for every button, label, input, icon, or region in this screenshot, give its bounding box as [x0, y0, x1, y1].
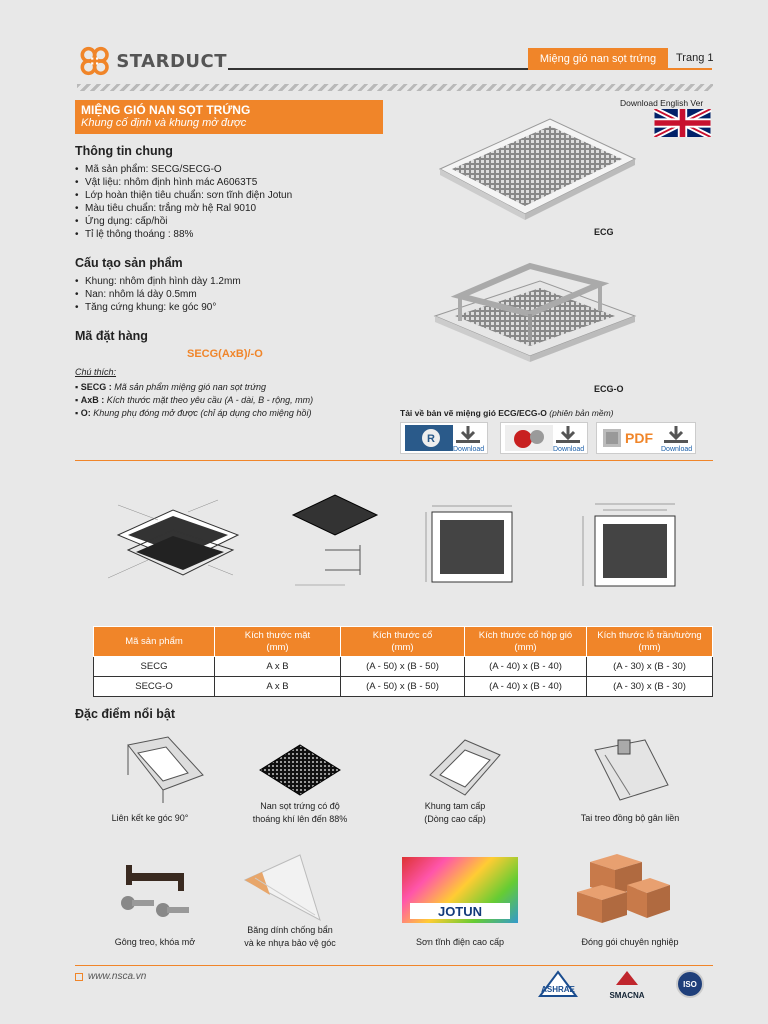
list-item: • Nan: nhôm lá dày 0.5mm — [75, 288, 241, 301]
revit-icon — [405, 425, 453, 451]
table-cell: (A - 40) x (B - 40) — [465, 657, 587, 677]
footer-rule — [75, 965, 713, 966]
feature-caption: Liên kết ke góc 90° — [111, 813, 189, 823]
note-text: Khung phụ đóng mở được (chỉ áp dụng cho miệng hồi) — [93, 408, 312, 418]
downloads-title-note: (phiên bản mềm) — [549, 408, 614, 418]
note-key: SECG : — [80, 382, 112, 392]
download-revit-button[interactable] — [400, 422, 488, 454]
general-heading: Thông tin chung — [75, 144, 173, 158]
grille-section-drawing — [285, 490, 385, 595]
note-line: ▪ AxB : Kích thước mặt theo yêu cầu (A - dài, B - rộng, mm) — [75, 395, 314, 405]
table-cell: (A - 40) x (B - 40) — [465, 677, 587, 697]
list-item: • Mã sản phẩm: SECG/SECG-O — [75, 163, 292, 176]
download-english-link[interactable]: Download English Ver — [620, 98, 704, 108]
table-cell: (A - 50) x (B - 50) — [341, 657, 465, 677]
egg-crate-image — [255, 740, 345, 800]
packaging-boxes-image — [572, 850, 672, 925]
download-icon — [453, 424, 483, 452]
jotun-logo: JOTUN — [410, 903, 510, 919]
order-code: SECG(AxB)/-O — [187, 348, 263, 360]
page-number: Trang 1 — [676, 52, 714, 64]
structure-heading: Cấu tạo sản phẩm — [75, 256, 183, 270]
note-title: Chú thích: — [75, 367, 117, 377]
structure-list — [75, 275, 241, 314]
table-header-row — [94, 627, 713, 657]
table-header: Kích thước cổ hộp gió (mm) — [465, 627, 587, 657]
iso-label: ISO — [683, 979, 697, 989]
page-subtitle: Khung cố định và khung mở được — [81, 117, 247, 129]
table-cell: (A - 30) x (B - 30) — [587, 657, 713, 677]
page-title: MIỆNG GIÓ NAN SỌT TRỨNG — [81, 103, 251, 117]
download-label: Download — [453, 446, 485, 453]
note-line: ▪ SECG : Mã sản phẩm miệng gió nan sọt trứng — [75, 382, 267, 392]
feature-caption: Khung tam cấp (Dòng cao cấp) — [424, 801, 486, 824]
feature-caption: Sơn tĩnh điện cao cấp — [416, 937, 504, 947]
website-link[interactable]: www.nsca.vn — [88, 971, 147, 982]
title-box — [75, 100, 383, 134]
pdf-label: PDF — [625, 430, 653, 446]
svg-text:R: R — [427, 433, 435, 445]
list-item: • Lớp hoàn thiện tiêu chuẩn: sơn tĩnh điện Jotun — [75, 189, 292, 202]
ecg-caption: ECG — [594, 227, 614, 237]
table-cell: A x B — [215, 677, 341, 697]
smacna-label: SMACNA — [609, 991, 645, 1000]
general-list — [75, 163, 292, 241]
spec-table — [93, 626, 713, 697]
list-item: • Ứng dụng: cấp/hồi — [75, 215, 292, 228]
ecg-product-image — [430, 114, 640, 234]
3d-model-icon — [505, 425, 553, 451]
table-header: Kích thước cổ (mm) — [341, 627, 465, 657]
smacna-logo — [600, 970, 654, 998]
hatch-divider — [77, 84, 713, 91]
hanging-lug-image — [590, 735, 670, 805]
note-key: O: — [80, 408, 91, 418]
uk-flag-icon[interactable] — [653, 109, 712, 137]
corner-bracket-image — [118, 735, 208, 805]
table-cell: (A - 50) x (B - 50) — [341, 677, 465, 697]
list-item: • Màu tiêu chuẩn: trắng mờ hệ Ral 9010 — [75, 202, 292, 215]
table-row — [94, 677, 713, 697]
table-cell: A x B — [215, 657, 341, 677]
footer-square-icon — [75, 973, 83, 981]
downloads-title — [400, 408, 614, 418]
brand-name: STARDUCT — [116, 50, 227, 72]
note-text: Mã sản phẩm miệng gió nan sọt trứng — [114, 382, 267, 392]
page-rule — [668, 68, 712, 70]
feature-caption: Băng dính chống bẩn và ke nhựa bảo vệ góc — [244, 925, 336, 948]
list-item: • Tăng cứng khung: ke góc 90° — [75, 301, 241, 314]
note-line: ▪ O: Khung phụ đóng mở được (chỉ áp dụng cho miệng hồi) — [75, 408, 312, 418]
download-icon — [661, 424, 691, 452]
table-cell: SECG — [94, 657, 215, 677]
feature-caption: Tai treo đồng bộ gân liền — [580, 813, 680, 823]
smacna-icon — [600, 970, 654, 986]
ecgo-caption: ECG-O — [594, 384, 624, 394]
secgo-dimension-drawing — [575, 500, 685, 595]
download-icon — [553, 424, 583, 452]
feature-caption: Nan sọt trứng có độ thoáng khí lên đến 88% — [252, 801, 348, 824]
brand-logo — [77, 42, 227, 80]
table-cell: SECG-O — [94, 677, 215, 697]
stepped-frame-image — [425, 735, 505, 805]
ashrae-logo — [536, 970, 580, 998]
order-heading: Mã đặt hàng — [75, 329, 148, 343]
feature-caption: Gông treo, khóa mở — [114, 937, 196, 947]
list-item: • Tỉ lệ thông thoáng : 88% — [75, 228, 292, 241]
pdf-icon — [601, 427, 653, 449]
iso-logo — [676, 970, 704, 998]
header-tag: Miệng gió nan sọt trứng — [528, 48, 668, 70]
download-pdf-button[interactable] — [596, 422, 696, 454]
table-header: Kích thước mặt (mm) — [215, 627, 341, 657]
starduct-logo-icon — [77, 42, 112, 80]
ashrae-label: ASHRAE — [541, 985, 575, 994]
secg-dimension-drawing — [420, 500, 520, 595]
jotun-paint-image — [402, 857, 518, 923]
table-cell: (A - 30) x (B - 30) — [587, 677, 713, 697]
download-label: Download — [553, 446, 585, 453]
note-text: Kích thước mặt theo yêu cầu (A - dài, B - rộng, mm) — [106, 395, 314, 405]
note-key: AxB : — [80, 395, 105, 405]
protective-tape-image — [240, 850, 330, 925]
ecgo-product-image — [430, 256, 640, 386]
table-header: Mã sản phẩm — [94, 627, 215, 657]
hanger-bolt-image — [108, 855, 198, 925]
order-notes — [75, 381, 313, 420]
exploded-assembly-drawing — [98, 490, 263, 600]
table-row — [94, 657, 713, 677]
list-item: • Khung: nhôm định hình dày 1.2mm — [75, 275, 241, 288]
download-label: Download — [661, 446, 693, 453]
feature-caption: Đóng gói chuyên nghiệp — [581, 937, 679, 947]
download-3d-button[interactable] — [500, 422, 588, 454]
downloads-title-text: Tải về bản vẽ miệng gió ECG/ECG-O — [400, 408, 547, 418]
features-heading: Đặc điểm nổi bật — [75, 707, 176, 721]
section-divider — [75, 460, 713, 461]
table-header: Kích thước lỗ trần/tường (mm) — [587, 627, 713, 657]
header-rule — [228, 68, 528, 70]
list-item: • Vật liệu: nhôm định hình mác A6063T5 — [75, 176, 292, 189]
